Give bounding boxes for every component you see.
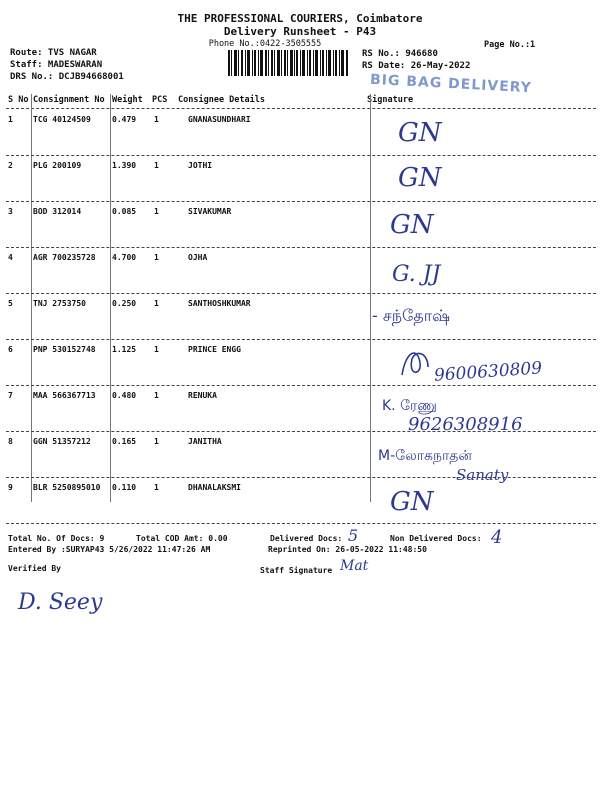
row-weight: 0.165 — [112, 437, 137, 446]
signature-6-scribble — [398, 345, 434, 381]
row-pcs: 1 — [154, 483, 159, 492]
staff: Staff: MADESWARAN — [10, 60, 103, 70]
delivered-docs-label: Delivered Docs: — [270, 534, 343, 543]
row-sno: 6 — [8, 345, 13, 354]
row-divider — [6, 293, 596, 294]
row-sno: 9 — [8, 483, 13, 492]
row-divider — [6, 201, 596, 202]
row-consignee: DHANALAKSMI — [188, 483, 241, 492]
row-pcs: 1 — [154, 345, 159, 354]
col-consignee: Consignee Details — [178, 95, 265, 105]
rs-number: RS No.: 946680 — [362, 49, 438, 59]
company-title: THE PROFESSIONAL COURIERS, Coimbatore — [177, 12, 423, 25]
row-sno: 5 — [8, 299, 13, 308]
barcode — [228, 50, 348, 76]
row-weight: 0.479 — [112, 115, 137, 124]
row-consignee: JOTHI — [188, 161, 213, 170]
row-consignment: GGN 51357212 — [33, 437, 91, 446]
row-weight: 1.125 — [112, 345, 137, 354]
table-row — [6, 249, 596, 295]
row-weight: 0.085 — [112, 207, 137, 216]
col-signature: Signature — [367, 95, 414, 105]
row-weight: 0.250 — [112, 299, 137, 308]
row-consignee: SIVAKUMAR — [188, 207, 232, 216]
col-sno: S No — [8, 95, 29, 105]
row-consignment: BOD 312014 — [33, 207, 82, 216]
runsheet-subtitle: Delivery Runsheet - P43 — [223, 25, 377, 38]
row-consignment: PNP 530152748 — [33, 345, 96, 354]
entered-by: Entered By :SURYAP43 5/26/2022 11:47:26 AM — [8, 545, 211, 554]
non-delivered-docs-value: 4 — [491, 527, 503, 548]
row-pcs: 1 — [154, 207, 159, 216]
row-pcs: 1 — [154, 391, 159, 400]
signature-8-scrawl: Sanaty — [456, 466, 509, 484]
rs-date: RS Date: 26-May-2022 — [362, 61, 471, 71]
row-divider — [6, 247, 596, 248]
row-consignee: RENUKA — [188, 391, 217, 400]
table-header — [6, 95, 596, 109]
signature-7-name: K. ரேணு — [382, 398, 437, 414]
signature-8-name: M-லோகநாதன் — [378, 448, 472, 464]
header-divider — [6, 108, 596, 109]
row-divider — [6, 523, 596, 524]
row-consignee: OJHA — [188, 253, 208, 262]
non-delivered-docs-label: Non Delivered Docs: — [390, 534, 482, 543]
row-consignee: PRINCE ENGG — [188, 345, 241, 354]
table-row — [6, 157, 596, 203]
row-pcs: 1 — [154, 437, 159, 446]
signature-3: GN — [390, 210, 434, 240]
row-weight: 0.110 — [112, 483, 137, 492]
col-weight: Weight — [112, 95, 143, 105]
row-consignment: MAA 566367713 — [33, 391, 96, 400]
table-row — [6, 111, 596, 157]
row-sno: 2 — [8, 161, 13, 170]
drs-number: DRS No.: DCJB94668001 — [10, 72, 124, 82]
row-divider — [6, 385, 596, 386]
row-sno: 3 — [8, 207, 13, 216]
signature-2: GN — [398, 163, 442, 193]
row-consignee: GNANASUNDHARI — [188, 115, 251, 124]
signature-7-phone: 9626308916 — [408, 414, 523, 435]
row-pcs: 1 — [154, 115, 159, 124]
row-sno: 7 — [8, 391, 13, 400]
delivered-docs-value: 5 — [348, 526, 359, 545]
phone-number: Phone No.:0422-3505555 — [208, 39, 322, 49]
table-row — [6, 203, 596, 249]
row-consignee: JANITHA — [188, 437, 222, 446]
row-divider — [6, 155, 596, 156]
row-pcs: 1 — [154, 253, 159, 262]
signature-5: - சந்தோஷ் — [372, 306, 451, 325]
row-consignment: PLG 200109 — [33, 161, 82, 170]
total-docs: Total No. Of Docs: 9 — [8, 534, 105, 543]
total-cod: Total COD Amt: 0.00 — [136, 534, 228, 543]
route: Route: TVS NAGAR — [10, 48, 97, 58]
page-number: Page No.:1 — [484, 40, 536, 50]
row-consignment: TCG 40124509 — [33, 115, 91, 124]
row-consignee: SANTHOSHKUMAR — [188, 299, 251, 308]
row-consignment: AGR 700235728 — [33, 253, 96, 262]
col-consignment: Consignment No — [33, 95, 105, 105]
signature-6-phone: 9600630809 — [433, 358, 543, 386]
signature-1: GN — [398, 118, 442, 148]
row-pcs: 1 — [154, 299, 159, 308]
table-row — [6, 479, 596, 525]
verified-signature: D. Seey — [18, 590, 103, 615]
signature-4: G. JJ — [392, 262, 441, 287]
staff-signature-label: Staff Signature — [260, 566, 333, 575]
verified-by-label: Verified By — [8, 564, 61, 573]
reprinted-on: Reprinted On: 26-05-2022 11:48:50 — [268, 545, 427, 554]
row-pcs: 1 — [154, 161, 159, 170]
row-consignment: BLR 5250895010 — [33, 483, 101, 492]
signature-9: GN — [390, 487, 434, 517]
table-row — [6, 295, 596, 341]
row-weight: 1.390 — [112, 161, 137, 170]
col-pcs: PCS — [152, 95, 168, 105]
row-sno: 8 — [8, 437, 13, 446]
row-weight: 4.700 — [112, 253, 137, 262]
big-bag-delivery-stamp: BIG BAG DELIVERY — [369, 71, 533, 97]
staff-signature-mark: Mat — [340, 558, 369, 574]
row-consignment: TNJ 2753750 — [33, 299, 86, 308]
row-sno: 4 — [8, 253, 13, 262]
row-weight: 0.480 — [112, 391, 137, 400]
row-divider — [6, 339, 596, 340]
row-sno: 1 — [8, 115, 13, 124]
